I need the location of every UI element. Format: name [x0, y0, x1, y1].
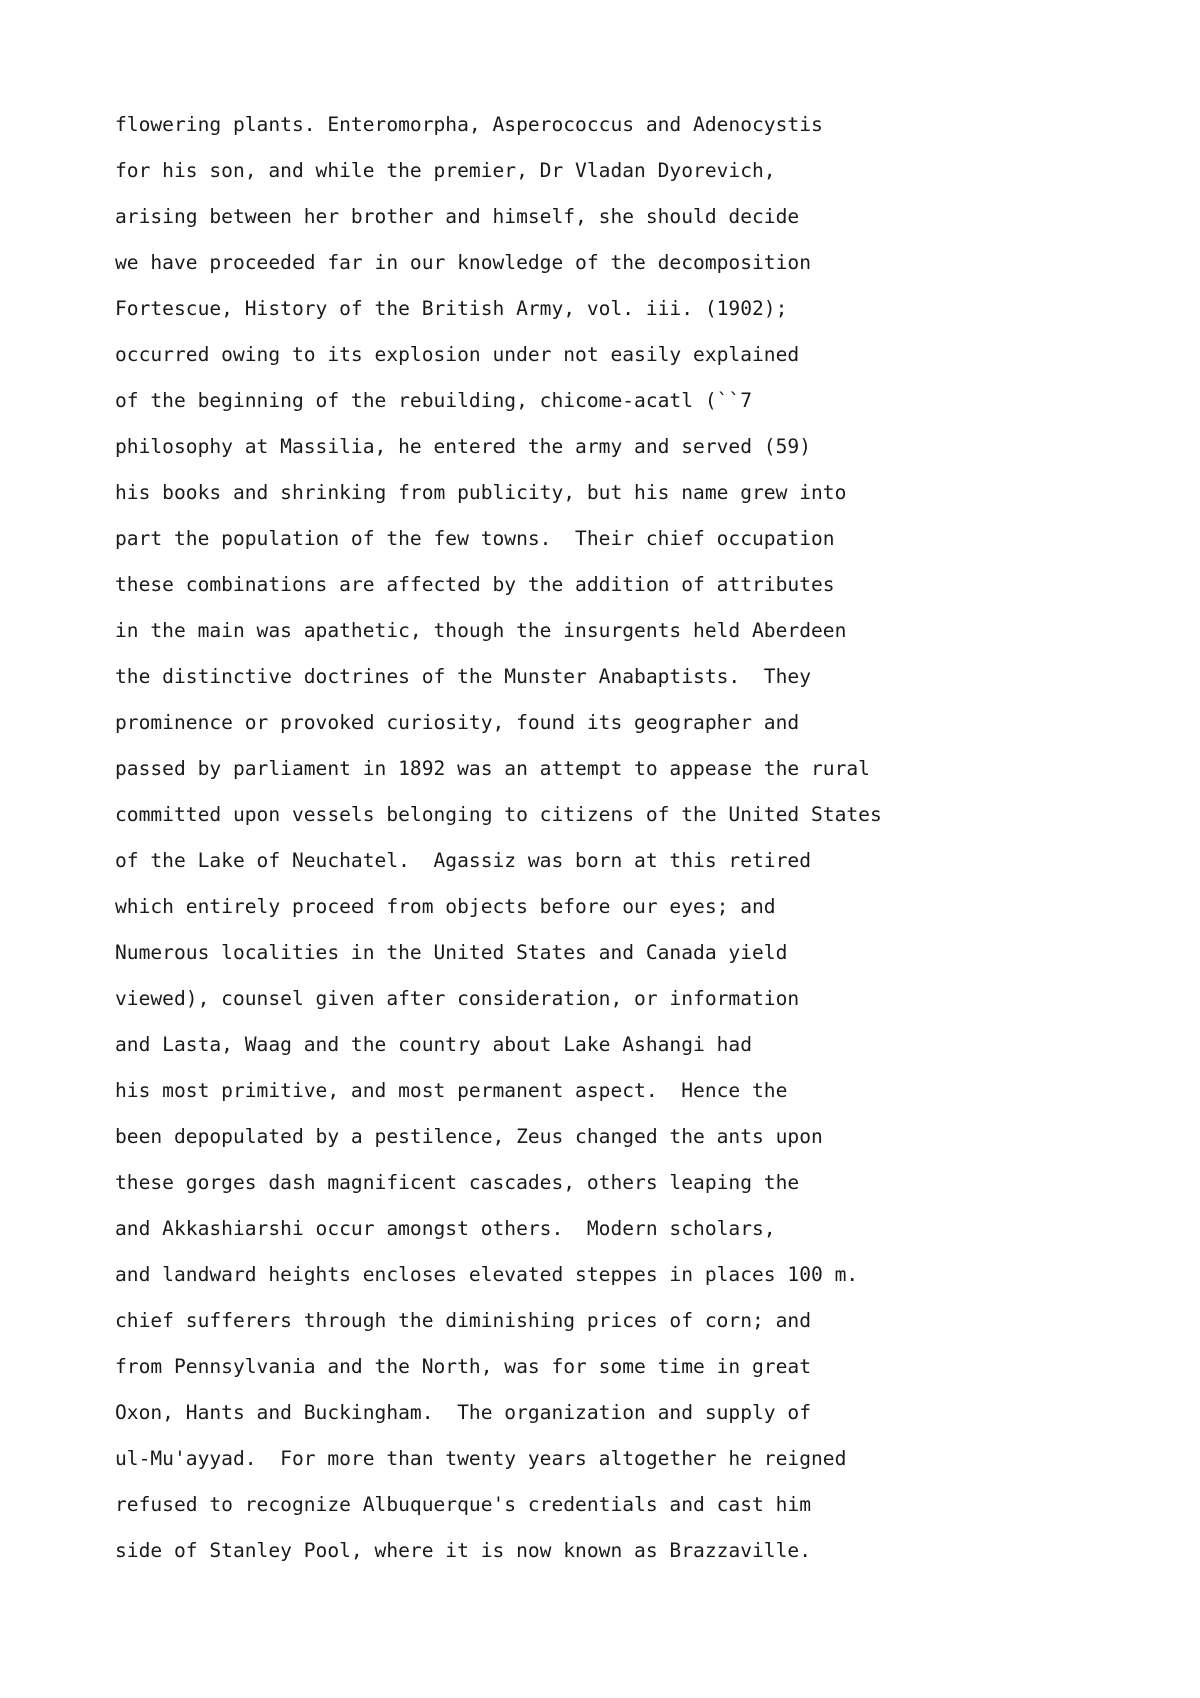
text-line: in the main was apathetic, though the insurgents held Aberdeen	[115, 619, 847, 642]
text-line: flowering plants. Enteromorpha, Asperococcus and Adenocystis	[115, 113, 823, 136]
text-line: for his son, and while the premier, Dr Vladan Dyorevich,	[115, 159, 776, 182]
text-line: from Pennsylvania and the North, was for some time in great	[115, 1355, 811, 1378]
text-line: chief sufferers through the diminishing prices of corn; and	[115, 1309, 811, 1332]
text-line: of the beginning of the rebuilding, chicome-acatl (``7	[115, 389, 753, 412]
text-body	[115, 110, 1155, 1582]
text-line: part the population of the few towns. Their chief occupation	[115, 527, 835, 550]
text-line: viewed), counsel given after consideration, or information	[115, 987, 800, 1010]
text-line: Numerous localities in the United States and Canada yield	[115, 941, 788, 964]
text-line: his books and shrinking from publicity, but his name grew into	[115, 481, 847, 504]
text-line: occurred owing to its explosion under not easily explained	[115, 343, 800, 366]
text-line: and landward heights encloses elevated steppes in places 100 m.	[115, 1263, 859, 1286]
text-line: passed by parliament in 1892 was an attempt to appease the rural	[115, 757, 870, 780]
text-line: philosophy at Massilia, he entered the army and served (59)	[115, 435, 811, 458]
text-line: side of Stanley Pool, where it is now known as Brazzaville.	[115, 1539, 811, 1562]
text-line: the distinctive doctrines of the Munster Anabaptists. They	[115, 665, 811, 688]
text-line: Fortescue, History of the British Army, vol. iii. (1902);	[115, 297, 788, 320]
text-line: arising between her brother and himself, she should decide	[115, 205, 800, 228]
text-line: these gorges dash magnificent cascades, others leaping the	[115, 1171, 800, 1194]
text-line: refused to recognize Albuquerque's credentials and cast him	[115, 1493, 811, 1516]
text-line: been depopulated by a pestilence, Zeus changed the ants upon	[115, 1125, 823, 1148]
text-line: prominence or provoked curiosity, found its geographer and	[115, 711, 800, 734]
text-line: his most primitive, and most permanent aspect. Hence the	[115, 1079, 788, 1102]
text-line: which entirely proceed from objects before our eyes; and	[115, 895, 776, 918]
text-line: ul-Mu'ayyad. For more than twenty years altogether he reigned	[115, 1447, 847, 1470]
text-line: and Akkashiarshi occur amongst others. Modern scholars,	[115, 1217, 776, 1240]
text-line: and Lasta, Waag and the country about Lake Ashangi had	[115, 1033, 753, 1056]
text-line: these combinations are affected by the addition of attributes	[115, 573, 835, 596]
text-line: of the Lake of Neuchatel. Agassiz was born at this retired	[115, 849, 811, 872]
text-line: Oxon, Hants and Buckingham. The organization and supply of	[115, 1401, 811, 1424]
text-line: we have proceeded far in our knowledge of the decomposition	[115, 251, 811, 274]
text-line: committed upon vessels belonging to citizens of the United States	[115, 803, 882, 826]
